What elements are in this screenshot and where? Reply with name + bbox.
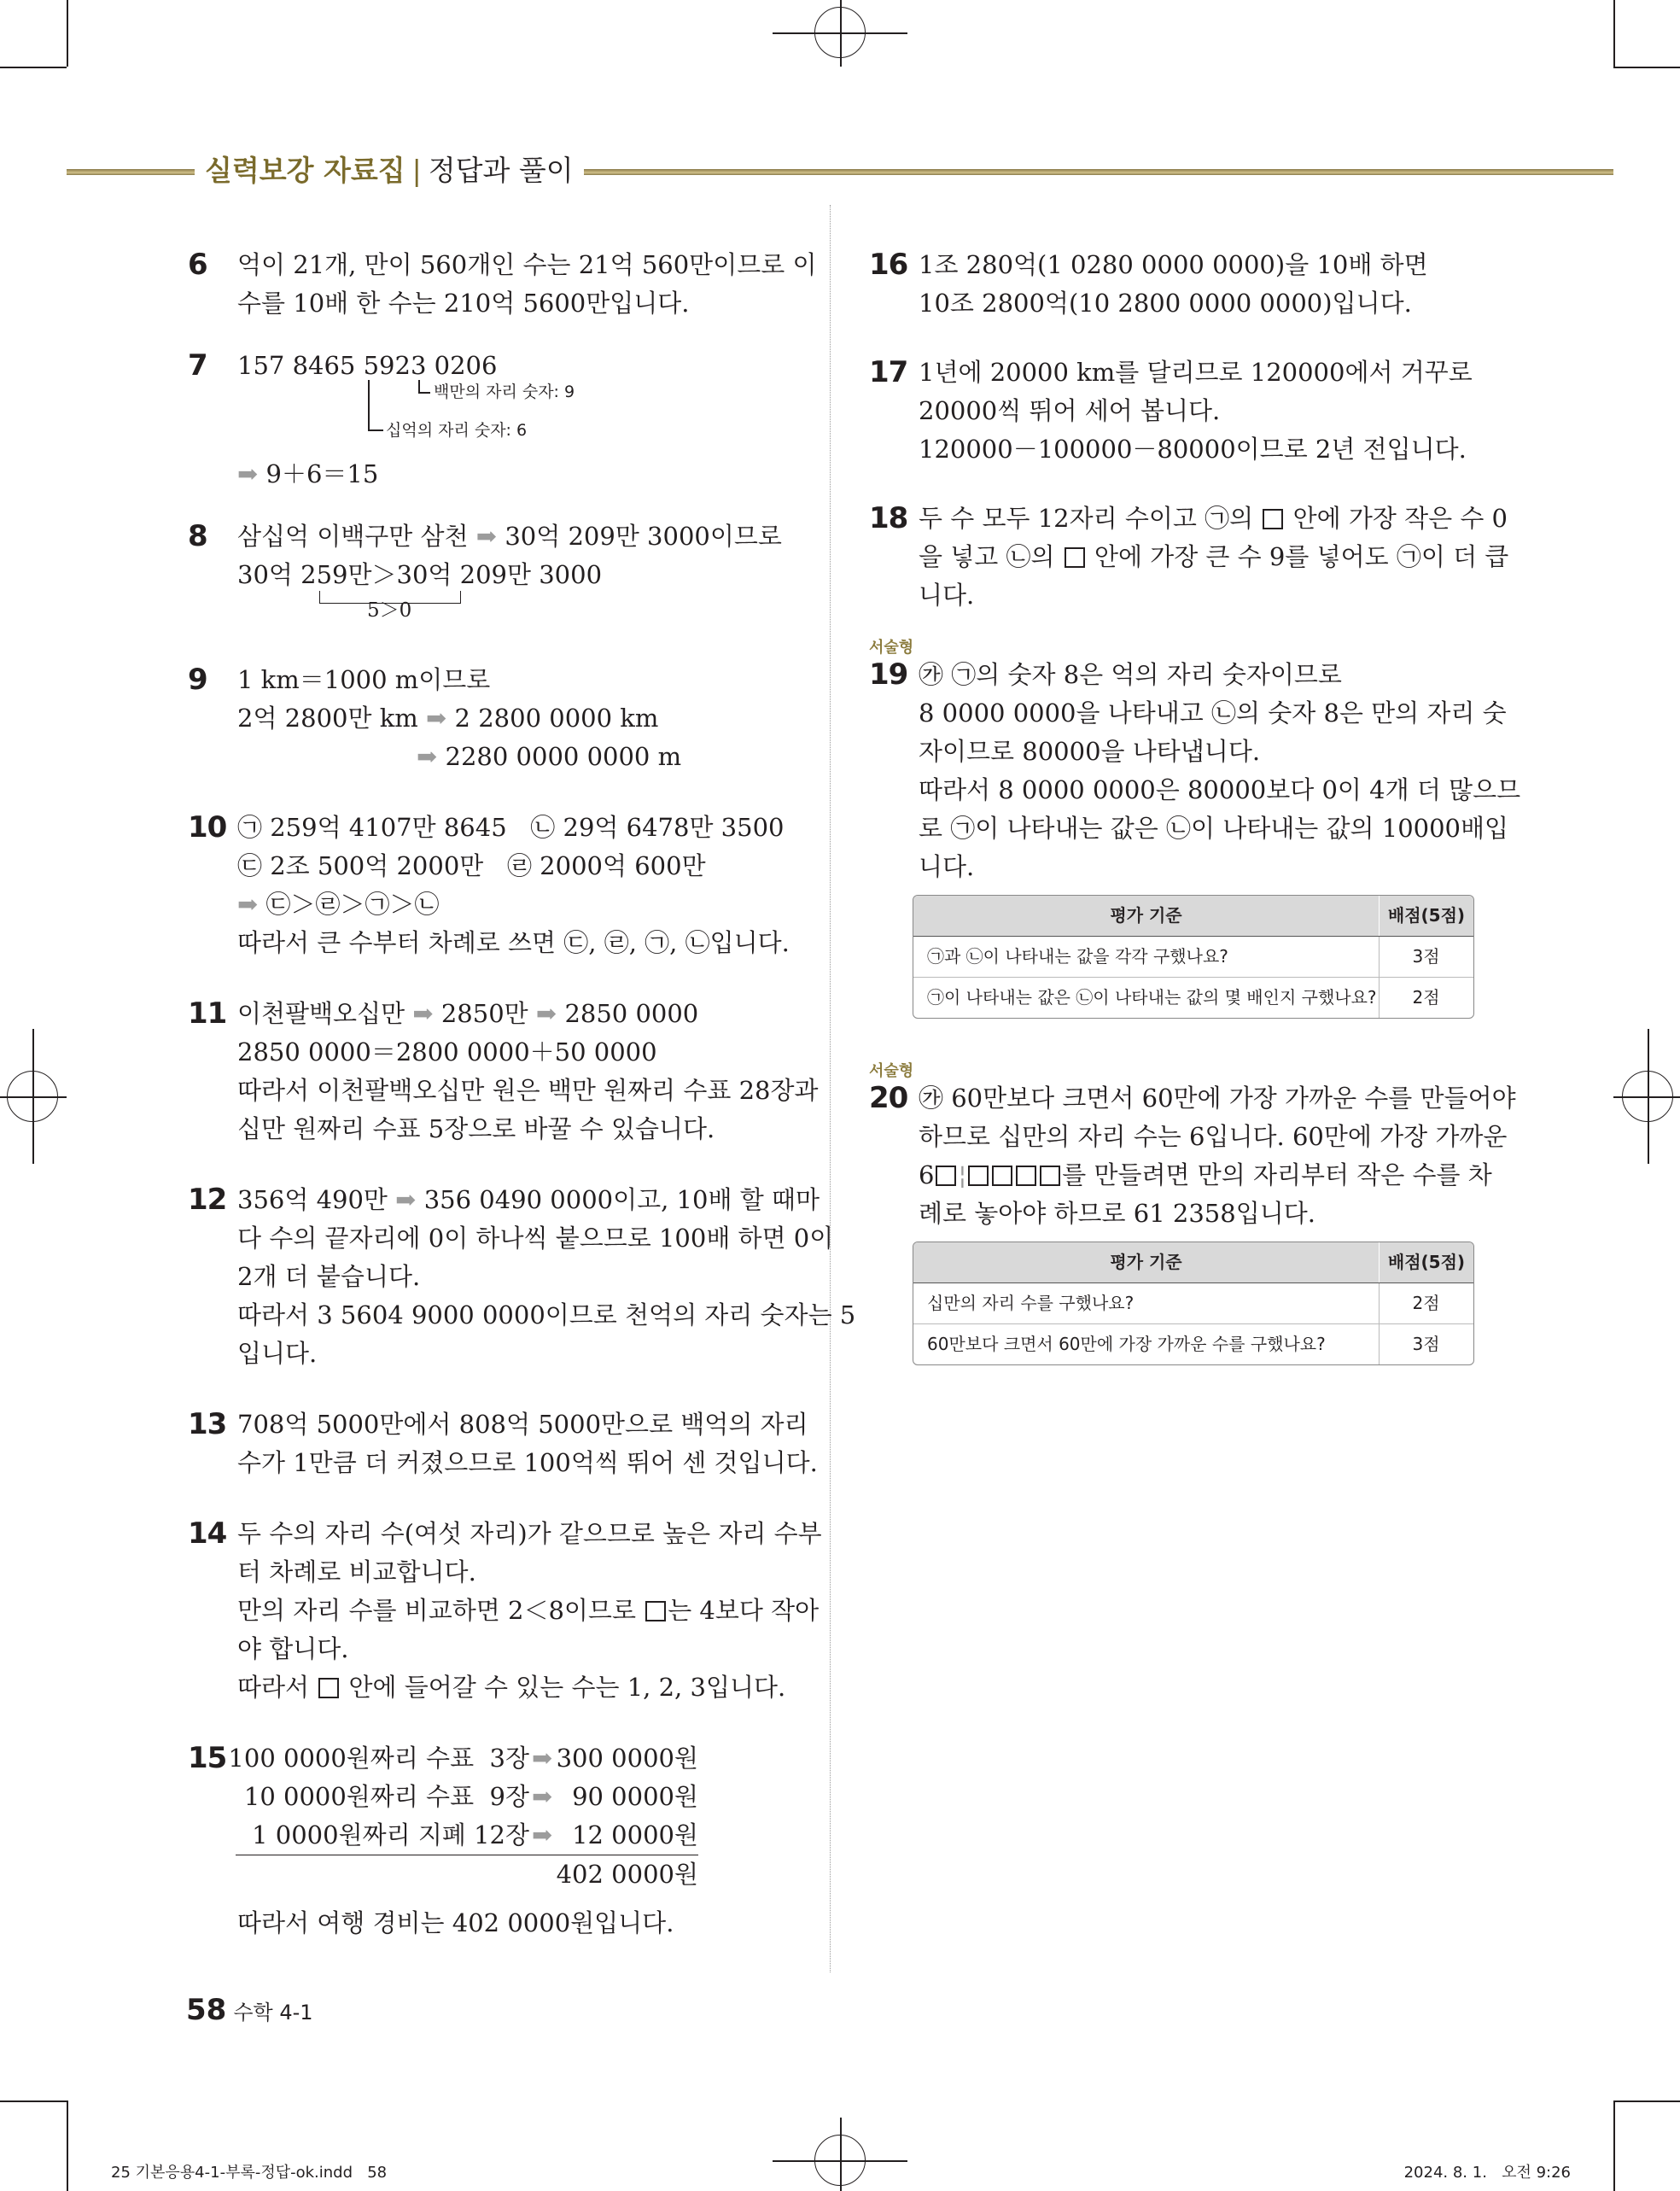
answer-text: 2850 0000 <box>564 999 699 1028</box>
arrow-icon: ➡ <box>237 890 259 919</box>
bracket-line <box>368 380 370 429</box>
problem-number: 17 <box>869 355 908 389</box>
answer-text: 2 2800 0000 km <box>454 704 659 733</box>
arrow-icon: ➡ <box>412 999 434 1028</box>
crop-mark <box>1613 67 1680 68</box>
answer-text: ㉡ 29억 6478만 3500 <box>530 813 785 842</box>
number-with-separators: 157 8465 5923 0206 <box>237 351 498 380</box>
problem-number: 8 <box>188 519 207 553</box>
problem-8 <box>188 517 802 628</box>
header-title: 실력보강 자료집 | 정답과 풀이 <box>195 149 584 189</box>
answer-text: 만의 자리 수를 비교하면 2＜8이므로 <box>237 1596 636 1625</box>
arrow-icon: ➡ <box>417 742 438 771</box>
compare-note: 5＞0 <box>367 599 412 622</box>
left-column <box>188 246 856 1943</box>
problem-number: 19 <box>869 657 908 692</box>
problem-11 <box>188 995 819 1148</box>
criterion: 십만의 자리 수를 구했나요? <box>913 1283 1380 1324</box>
arrow-icon: ➡ <box>532 1744 553 1773</box>
arrow-icon: ➡ <box>237 459 259 488</box>
row-value: 12 0000원 <box>572 1820 698 1849</box>
arrow-icon: ➡ <box>426 704 447 733</box>
column-divider <box>830 205 831 1972</box>
crop-mark <box>1613 2100 1615 2191</box>
file-slug: 25 기본응용4-1-부록-정답-ok.indd 58 <box>111 2164 388 2182</box>
page-footer <box>186 1993 313 2027</box>
problem-17 <box>869 353 1484 469</box>
blank-box-icon <box>1263 509 1283 529</box>
row-label: 10 0000원짜리 수표 9장 <box>243 1782 529 1811</box>
registration-mark <box>1613 1096 1680 1098</box>
arrow-icon: ➡ <box>532 1782 553 1811</box>
bracket-line <box>368 429 383 431</box>
answer-text: 삼십억 이백구만 삼천 <box>237 522 469 551</box>
score: 2점 <box>1380 978 1474 1019</box>
answer-line: 1조 280억(1 0280 0000 0000)을 10배 하면 <box>919 250 1428 279</box>
bracket-line <box>418 392 430 394</box>
header-section: 정답과 풀이 <box>428 154 574 187</box>
answer-line: 따라서 이천팔백오십만 원은 백만 원짜리 수표 28장과 <box>237 1076 819 1105</box>
answer-line: 니다. <box>919 852 975 881</box>
problem-number: 15 <box>188 1741 227 1775</box>
blank-box-icon <box>318 1678 339 1698</box>
row-label: 1 0000원짜리 지폐 12장 <box>252 1820 529 1849</box>
table-row <box>913 978 1473 1019</box>
arrow-icon: ➡ <box>395 1185 417 1214</box>
answer-text: 를 만들려면 만의 자리부터 작은 수를 차 <box>1062 1160 1492 1189</box>
problem-number: 20 <box>869 1081 908 1115</box>
scoring-table <box>913 1242 1474 1365</box>
answer-text: 을 넣고 ㉡의 <box>919 542 1055 571</box>
blank-box-icon <box>992 1166 1012 1186</box>
registration-mark <box>840 2118 842 2191</box>
blank-box-icon <box>645 1601 666 1621</box>
answer-text: 2억 2800만 km <box>237 704 418 733</box>
crop-mark <box>67 2100 68 2191</box>
answer-line: 수가 1만큼 더 커졌으므로 100억씩 뛰어 센 것입니다. <box>237 1448 818 1477</box>
crop-mark <box>0 67 67 68</box>
problem-12 <box>188 1181 856 1373</box>
criterion: ㉠이 나타내는 값은 ㉡이 나타내는 값의 몇 배인지 구했나요? <box>913 978 1380 1019</box>
answer-line: 10조 2800억(10 2800 0000 0000)입니다. <box>919 289 1412 318</box>
answer-line: 례로 놓아야 하므로 61 2358입니다. <box>919 1199 1315 1228</box>
page-number: 58 <box>186 1993 227 2027</box>
row-label: 100 0000원짜리 수표 3장 <box>228 1744 529 1773</box>
answer-line: ㉮ 60만보다 크면서 60만에 가장 가까운 수를 만들어야 <box>919 1084 1516 1113</box>
arrow-icon: ➡ <box>475 522 498 551</box>
problem-19 <box>869 639 1521 1030</box>
registration-mark <box>1648 1029 1649 1164</box>
criterion: 60만보다 크면서 60만에 가장 가까운 수를 구했나요? <box>913 1324 1380 1365</box>
print-timestamp: 2024. 8. 1. 오전 9:26 <box>1403 2164 1571 2182</box>
score: 3점 <box>1380 1324 1474 1365</box>
answer-line: 니다. <box>919 581 975 610</box>
answer-text: ㉢ 2조 500억 2000만 <box>237 851 484 880</box>
problem-number: 9 <box>188 663 207 697</box>
problem-16 <box>869 246 1484 323</box>
crop-mark <box>0 2100 67 2102</box>
table-header: 배점(5점) <box>1380 1242 1474 1283</box>
row-value: 300 0000원 <box>556 1744 698 1773</box>
answer-text: 두 수 모두 12자리 수이고 ㉠의 <box>919 504 1254 533</box>
answer-text: 안에 가장 작은 수 0 <box>1292 504 1508 533</box>
answer-text: 356 0490 0000이고, 10배 할 때마 <box>423 1185 820 1214</box>
blank-box-icon <box>1040 1166 1060 1186</box>
header-brand: 실력보강 자료집 <box>205 154 405 187</box>
answer-line: ㉮ ㉠의 숫자 8은 억의 자리 숫자이므로 <box>919 660 1342 689</box>
crop-mark <box>1613 2100 1680 2102</box>
page-header <box>67 154 1613 191</box>
answer-line: 30억 259만＞30억 209만 3000 <box>237 560 603 589</box>
problem-14 <box>188 1515 822 1707</box>
registration-mark <box>840 0 842 67</box>
crop-mark <box>1613 0 1615 67</box>
answer-line: 터 차례로 비교합니다. <box>237 1557 476 1586</box>
answer-line: 다 수의 끝자리에 0이 하나씩 붙으므로 100배 하면 0이 <box>237 1224 834 1253</box>
answer-line: 1 km＝1000 m이므로 <box>237 665 491 694</box>
table-header: 평가 기준 <box>913 896 1380 937</box>
answer-line: 따라서 3 5604 9000 0000이므로 천억의 자리 숫자는 5 <box>237 1300 856 1329</box>
answer-line: 로 ㉠이 나타내는 값은 ㉡이 나타내는 값의 10000배입 <box>919 814 1509 843</box>
annotation: 백만의 자리 숫자: 9 <box>434 383 575 401</box>
answer-text: ㉠ 259억 4107만 8645 <box>237 813 507 842</box>
answer-text: 356억 490만 <box>237 1185 388 1214</box>
answer-text: 안에 들어갈 수 있는 수는 1, 2, 3입니다. <box>348 1673 786 1702</box>
descriptive-tag: 서술형 <box>869 1062 914 1080</box>
annotation: 십억의 자리 숫자: 6 <box>386 421 528 440</box>
answer-line: 708억 5000만에서 808억 5000만으로 백억의 자리 <box>237 1410 808 1439</box>
answer-line: 1년에 20000 km를 달리므로 120000에서 거꾸로 <box>919 358 1473 387</box>
problem-10 <box>188 809 802 962</box>
blank-box-icon <box>1065 547 1085 568</box>
problem-20: 서술형 20 ㉮ 60만보다 크면서 60만에 가장 가까운 수를 만들어야 하므로 십만의 자리 수는 6입니다. 60만에 가장 가까운 6 ¦ 를 만들려면 만의 자리부터 작은 수를 차 례로 놓아야 하므로 61 2358입니다. 평가 기준 배점(5점) 십만의 자리 수를 구했나요? 2점 60만보다 크면서 60만에 가장 가까운 수를 구했나요? 3점 <box>869 1079 1484 1376</box>
problem-7 <box>188 347 802 494</box>
answer-line: 야 합니다. <box>237 1634 349 1663</box>
answer-line: 9＋6＝15 <box>265 459 379 488</box>
blank-box-icon <box>1016 1166 1036 1186</box>
problem-number: 7 <box>188 348 207 383</box>
table-row <box>913 1324 1473 1365</box>
answer-line: 따라서 큰 수부터 차례로 쓰면 ㉢, ㉣, ㉠, ㉡입니다. <box>237 928 790 957</box>
answer-line: 따라서 8 0000 0000은 80000보다 0이 4개 더 많으므 <box>919 775 1521 804</box>
answer-text: 따라서 <box>237 1673 310 1702</box>
answer-text: 6 <box>919 1160 935 1189</box>
criterion: ㉠과 ㉡이 나타내는 값을 각각 구했나요? <box>913 937 1380 978</box>
sum-row <box>228 1739 698 1778</box>
answer-line: 두 수의 자리 수(여섯 자리)가 같으므로 높은 자리 수부 <box>237 1519 822 1548</box>
problem-6 <box>188 246 817 323</box>
answer-text: ㉣ 2000억 600만 <box>506 851 706 880</box>
sum-row <box>237 1816 698 1855</box>
answer-text: 안에 가장 큰 수 9를 넣어도 ㉠이 더 큽 <box>1094 542 1509 571</box>
problem-number: 11 <box>188 996 227 1031</box>
problem-number: 16 <box>869 248 908 282</box>
header-rule <box>562 169 1613 175</box>
answer-line: 2개 더 붙습니다. <box>237 1262 421 1291</box>
subject-label: 수학 4-1 <box>233 2001 313 2024</box>
problem-13 <box>188 1405 818 1482</box>
answer-line: 따라서 여행 경비는 402 0000원입니다. <box>237 1908 674 1937</box>
problem-number: 14 <box>188 1516 227 1551</box>
right-column <box>869 246 1521 1376</box>
answer-text: ㉢＞㉣＞㉠＞㉡ <box>265 890 440 919</box>
bracket-line <box>418 380 420 392</box>
answer-line: 입니다. <box>237 1339 318 1368</box>
answer-text: 2280 0000 0000 m <box>445 742 682 771</box>
answer-text: 이천팔백오십만 <box>237 999 405 1028</box>
answer-line: 하므로 십만의 자리 수는 6입니다. 60만에 가장 가까운 <box>919 1122 1508 1151</box>
registration-mark <box>32 1029 34 1164</box>
problem-number: 13 <box>188 1407 227 1441</box>
answer-text: 30억 209만 3000이므로 <box>505 522 782 551</box>
table-row <box>913 937 1473 978</box>
answer-line: 억이 21개, 만이 560개인 수는 21억 560만이므로 이 <box>237 250 817 279</box>
problem-number: 6 <box>188 248 207 282</box>
sum-row <box>237 1778 698 1816</box>
table-header: 평가 기준 <box>913 1242 1380 1283</box>
answer-line: 자이므로 80000을 나타냅니다. <box>919 737 1261 766</box>
answer-line: 수를 10배 한 수는 210억 5600만입니다. <box>237 289 690 318</box>
score: 3점 <box>1380 937 1474 978</box>
sum-total: 402 0000원 <box>556 1860 698 1889</box>
answer-line: 십만 원짜리 수표 5장으로 바꿀 수 있습니다. <box>237 1114 715 1143</box>
answer-line: 8 0000 0000을 나타내고 ㉡의 숫자 8은 만의 자리 숫 <box>919 698 1507 727</box>
answer-text: 는 4보다 작아 <box>668 1596 820 1625</box>
problem-number: 18 <box>869 501 908 535</box>
row-value: 90 0000원 <box>572 1782 698 1811</box>
arrow-icon: ➡ <box>535 999 557 1028</box>
arrow-icon: ➡ <box>532 1820 553 1849</box>
problem-number: 12 <box>188 1183 227 1217</box>
problem-number: 10 <box>188 810 227 844</box>
blank-box-icon <box>936 1166 956 1186</box>
problem-15 <box>188 1739 802 1943</box>
descriptive-tag: 서술형 <box>869 639 914 657</box>
answer-text: 2850만 <box>440 999 528 1028</box>
table-row <box>913 1283 1473 1324</box>
crop-mark <box>67 0 68 67</box>
answer-line: 120000－100000－80000이므로 2년 전입니다. <box>919 435 1467 464</box>
problem-9 <box>188 661 802 776</box>
header-rule <box>67 169 203 175</box>
answer-line: 2850 0000＝2800 0000＋50 0000 <box>237 1037 657 1066</box>
problem-18 <box>869 500 1509 615</box>
answer-line: 20000씩 뛰어 세어 봅니다. <box>919 396 1221 425</box>
score: 2점 <box>1380 1283 1474 1324</box>
blank-box-icon <box>968 1166 989 1186</box>
table-header: 배점(5점) <box>1380 896 1474 937</box>
scoring-table <box>913 895 1474 1019</box>
